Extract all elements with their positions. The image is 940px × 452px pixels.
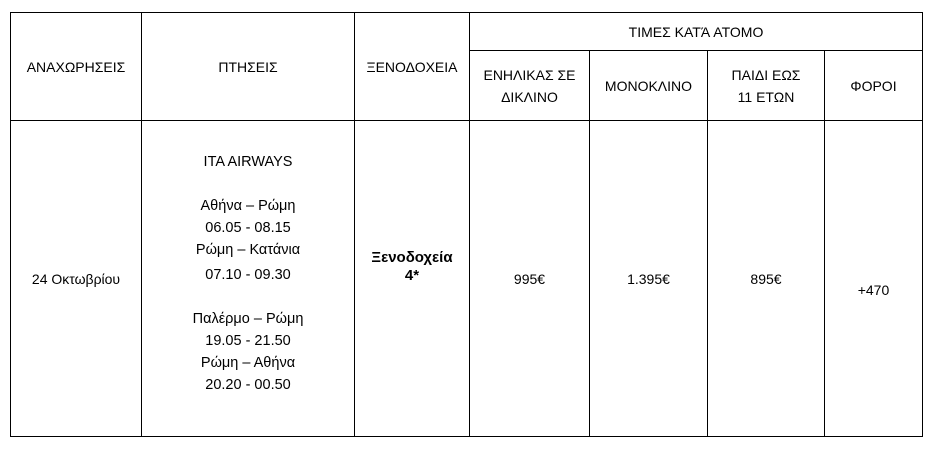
table-row [11,121,923,437]
header-hotels: ΞΕΝΟΔΟΧΕΙΑ [355,13,470,121]
header-row-top [11,13,923,51]
flight-leg-route: Αθήνα – Ρώμη [200,198,296,214]
tour-price-table [10,12,923,437]
airline-name: ITA AIRWAYS [203,154,293,170]
header-taxes: ΦΟΡΟΙ [825,51,923,121]
taxes-cell [825,121,923,437]
flight-leg-time: 06.05 - 08.15 [205,220,291,236]
header-departures: ΑΝΑΧΩΡΗΣΕΙΣ [11,13,142,121]
header-adult-double-line1: ΕΝΗΛΙΚΑΣ ΣΕ [483,66,576,83]
header-child [708,51,825,121]
hotel-category-line2: 4* [404,267,420,284]
flight-leg-route: Ρώμη – Αθήνα [200,355,296,371]
hotel-cell [355,121,470,437]
price-adult-double: 995€ [470,121,590,437]
flight-leg-route: Παλέρμο – Ρώμη [192,311,304,327]
flight-leg-time: 07.10 - 09.30 [205,267,291,283]
header-child-line2: 11 ΕΤΩΝ [737,88,795,105]
price-child: 895€ [708,121,825,437]
departure-date: 24 Οκτωβρίου [11,121,142,437]
hotel-category-line1: Ξενοδοχεία [371,249,453,266]
header-adult-double-line2: ΔΙΚΛΙΝΟ [501,88,558,105]
taxes-value: +470 [857,281,890,298]
header-single: ΜΟΝΟΚΛΙΝΟ [590,51,708,121]
price-single: 1.395€ [590,121,708,437]
flight-leg-route: Ρώμη – Κατάνια [195,242,301,258]
flight-leg-time: 20.20 - 00.50 [205,377,291,393]
header-prices-per-person: ΤΙΜΕΣ ΚΑΤΆ ΑΤΟΜΟ [470,13,923,51]
header-flights: ΠΤΗΣΕΙΣ [142,13,355,121]
flight-leg-time: 19.05 - 21.50 [205,333,291,349]
flights-cell [142,121,355,437]
header-child-line1: ΠΑΙΔΙ ΕΩΣ [731,66,801,83]
header-adult-double [470,51,590,121]
